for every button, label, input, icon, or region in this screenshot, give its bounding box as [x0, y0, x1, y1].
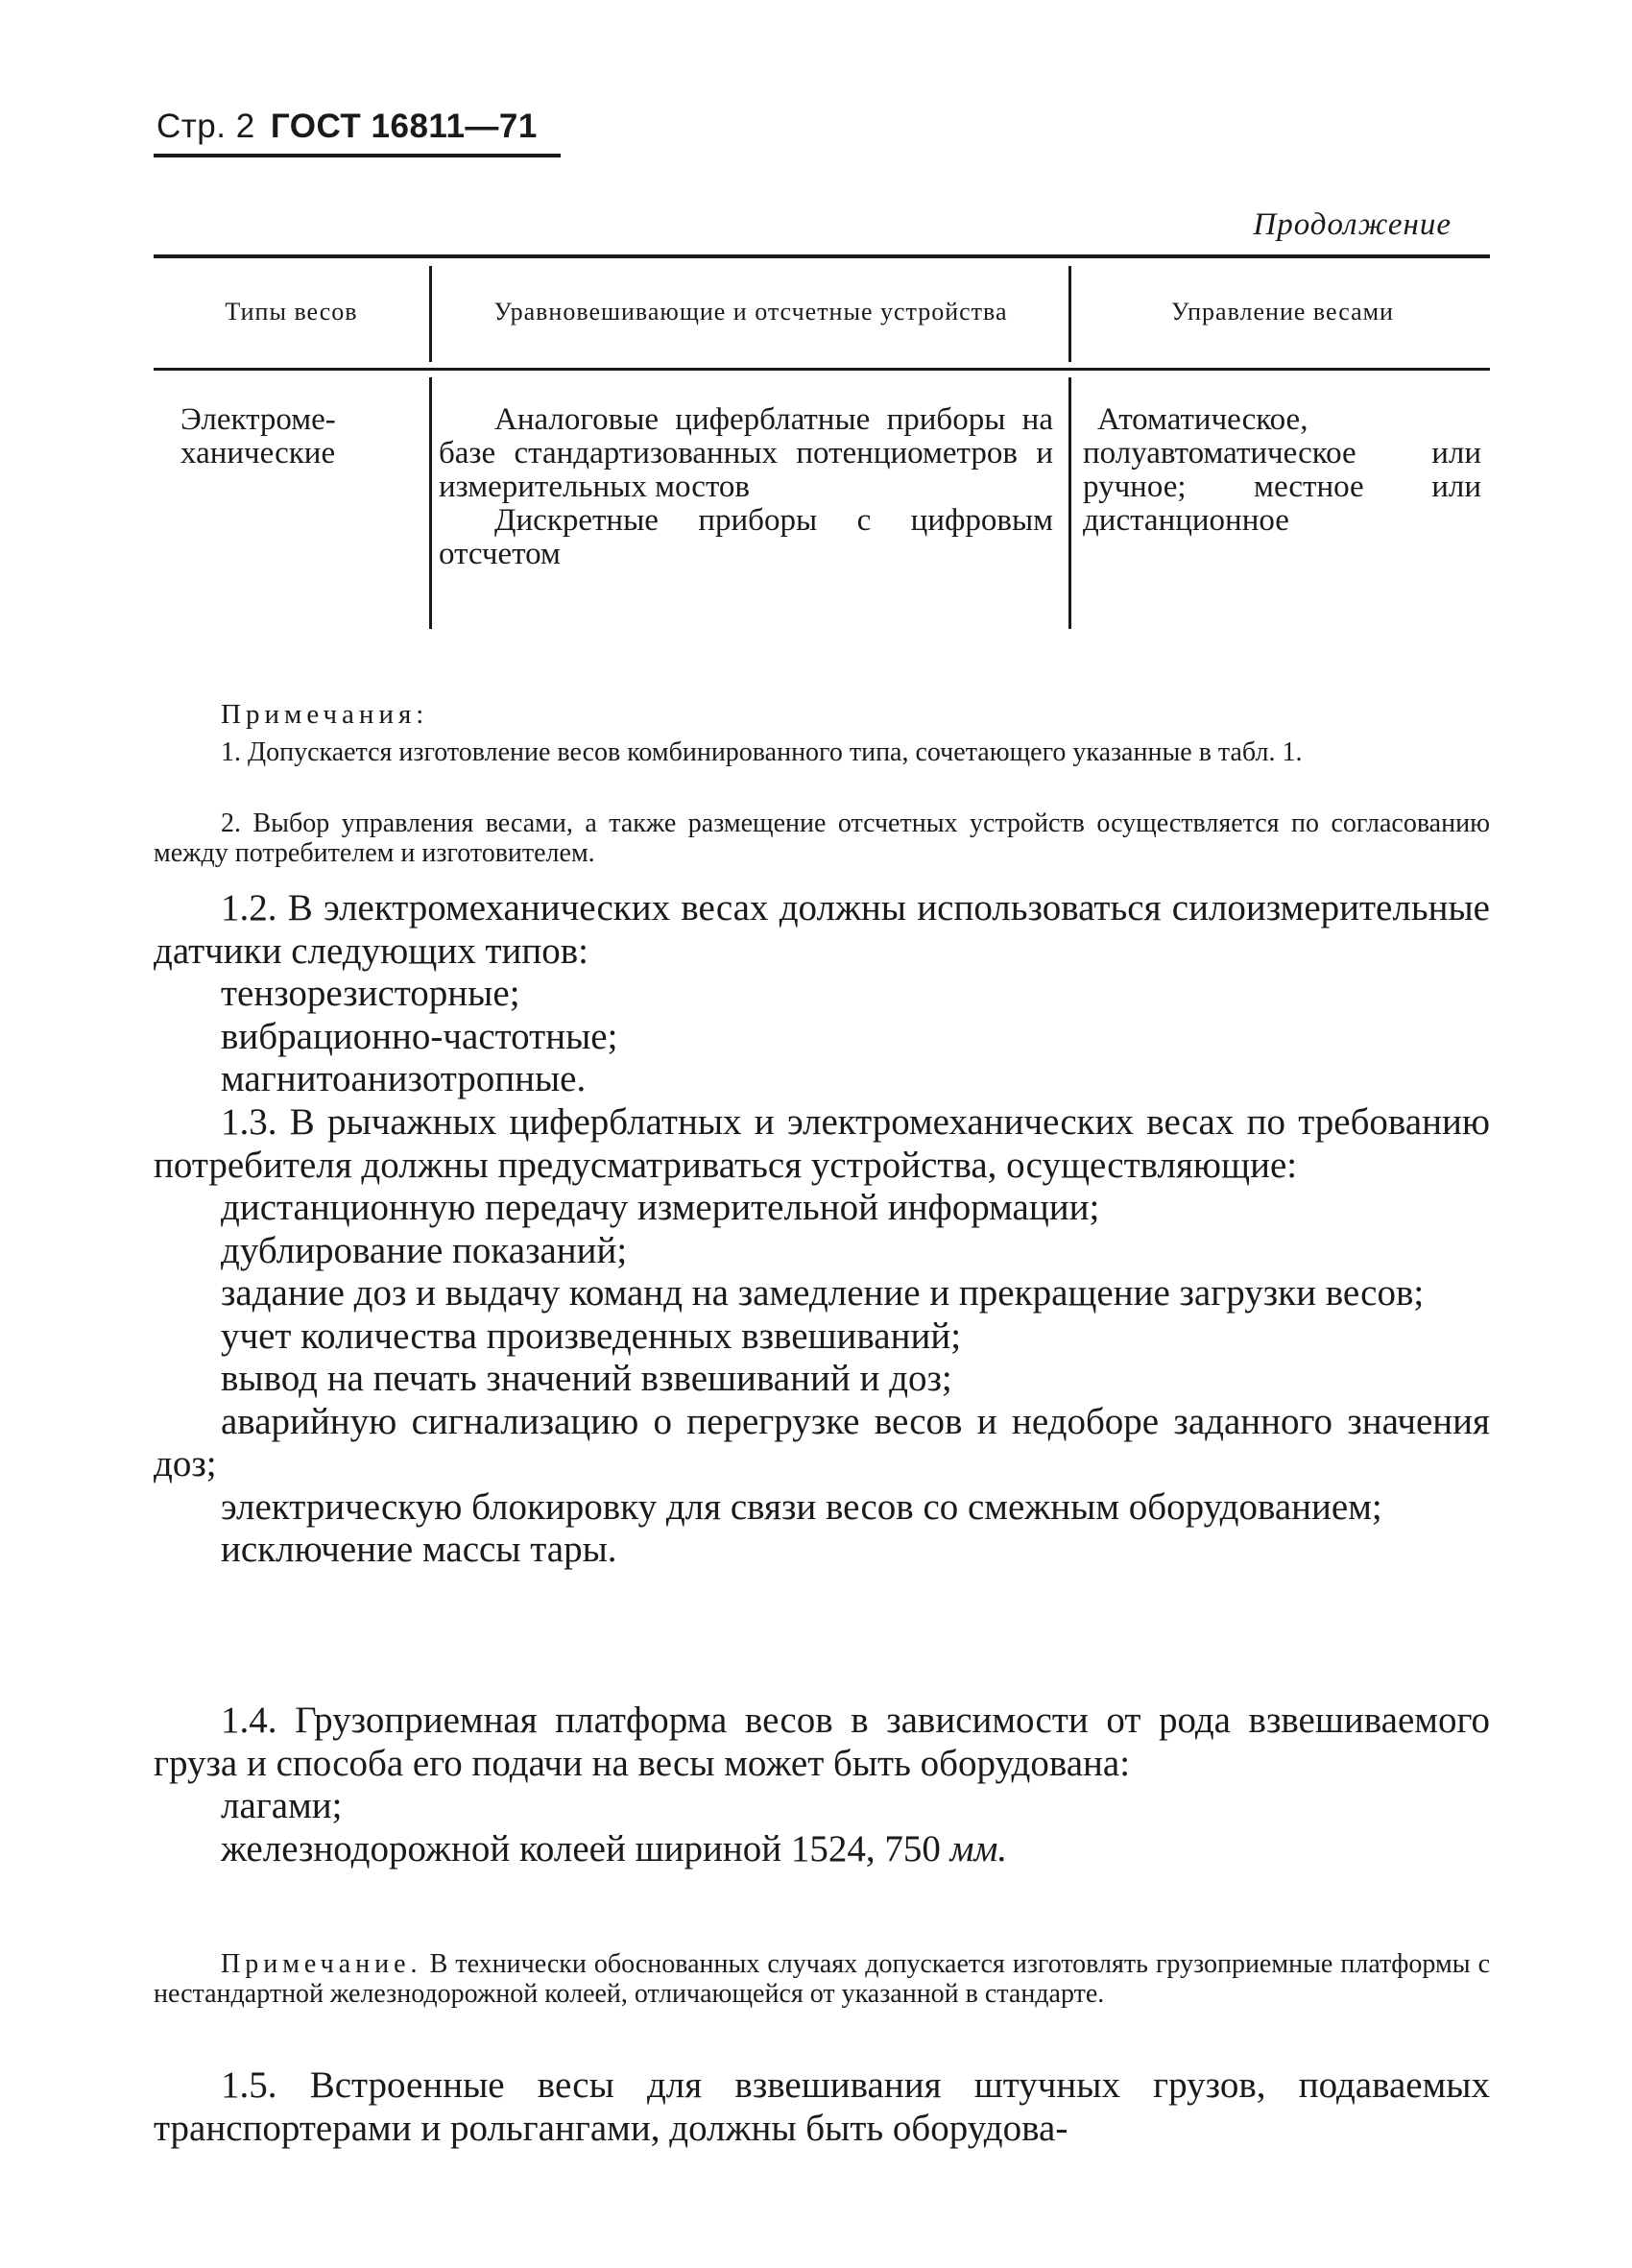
track-width-text: железнодорожной колеей шириной 1524, 750	[221, 1827, 941, 1870]
column-divider	[429, 266, 432, 362]
standard-number: ГОСТ 16811—71	[270, 108, 538, 145]
list-item	[154, 1828, 1490, 1871]
notes-heading: Примечания:	[221, 699, 429, 730]
column-divider	[1068, 266, 1071, 362]
list-item: лагами;	[221, 1785, 343, 1826]
devices-digital: Дискретные приборы с цифровым отсчетом	[439, 503, 1053, 571]
note-2: 2. Выбор управления весами, а также размещение отсчетных устройств осуществляется по согласованию между потребителем и изготовителем.	[154, 808, 1490, 868]
section-1-2-text: 1.2. В электромеханических весах должны использоваться силоизмерительные датчики следующих типов:	[154, 887, 1490, 972]
section-1-4	[154, 1700, 1490, 1870]
section-1-5-text: 1.5. Встроенные весы для взвешивания штучных грузов, подаваемых транспортерами и рольгангами, должны быть оборудова-	[154, 2064, 1490, 2149]
unit-label: мм.	[949, 1827, 1008, 1870]
page-header	[156, 108, 538, 146]
list-item: тензорезисторные;	[221, 973, 520, 1014]
list-item: электрическую блокировку для связи весов со смежным оборудованием;	[221, 1485, 1382, 1528]
table-cell-control: Атоматическое, полуавтоматическое или ручное; местное или дистанционное	[1083, 402, 1481, 538]
page-number: Стр. 2	[156, 108, 255, 145]
remark-label: Примечание.	[221, 1949, 422, 1979]
section-1-2	[154, 887, 1490, 1101]
list-item: дистанционную передачу измерительной информации;	[221, 1187, 1100, 1228]
list-item: исключение массы тары.	[221, 1529, 617, 1570]
remark-text: В технически обоснованных случаях допускается изготовлять грузоприемные платформы с нестандартной железнодорожной колеей, отличающейся от указанной в стандарте.	[154, 1949, 1490, 2009]
section-1-4-text: 1.4. Грузоприемная платформа весов в зависимости от рода взвешиваемого груза и способа его подачи на весы может быть оборудована:	[154, 1700, 1490, 1784]
list-item: вибрационно-частотные;	[221, 1015, 618, 1057]
list-item: дублирование показаний;	[221, 1229, 628, 1271]
continuation-label: Продолжение	[1253, 207, 1452, 242]
header-rule	[154, 154, 561, 157]
table-header-types: Типы весов	[225, 298, 358, 326]
table-header-rule	[154, 368, 1490, 371]
list-item: магнитоанизотропные.	[221, 1058, 587, 1099]
list-item: аварийную сигнализацию о перегрузке весов и недоборе заданного значения доз;	[154, 1400, 1490, 1484]
column-divider	[1068, 377, 1071, 629]
section-1-3	[154, 1101, 1490, 1572]
remark	[154, 1949, 1490, 2009]
table-top-rule	[154, 254, 1490, 258]
column-divider	[429, 377, 432, 629]
list-item: задание доз и выдачу команд на замедление и прекращение загрузки весов;	[221, 1272, 1425, 1314]
devices-analog: Аналоговые циферблатные приборы на базе стандартизованных потенциометров и измерительных мостов	[439, 402, 1053, 504]
table-cell-type: Электроме- ханические	[180, 402, 336, 470]
section-1-3-text: 1.3. В рычажных циферблатных и электромеханических весах по требованию потребителя должны предусматриваться устройства, осуществляющие:	[154, 1101, 1490, 1186]
section-1-5	[154, 2064, 1490, 2150]
table-cell-devices	[439, 403, 1053, 571]
scales-table	[154, 254, 1490, 632]
list-item: учет количества произведенных взвешиваний;	[221, 1315, 962, 1357]
table-header-devices: Уравновешивающие и отсчетные устройства	[493, 298, 1008, 326]
table-header-control: Управление весами	[1171, 298, 1394, 326]
list-item: вывод на печать значений взвешиваний и доз;	[221, 1358, 952, 1399]
note-1: 1. Допускается изготовление весов комбинированного типа, сочетающего указанные в табл. 1.	[221, 737, 1303, 767]
